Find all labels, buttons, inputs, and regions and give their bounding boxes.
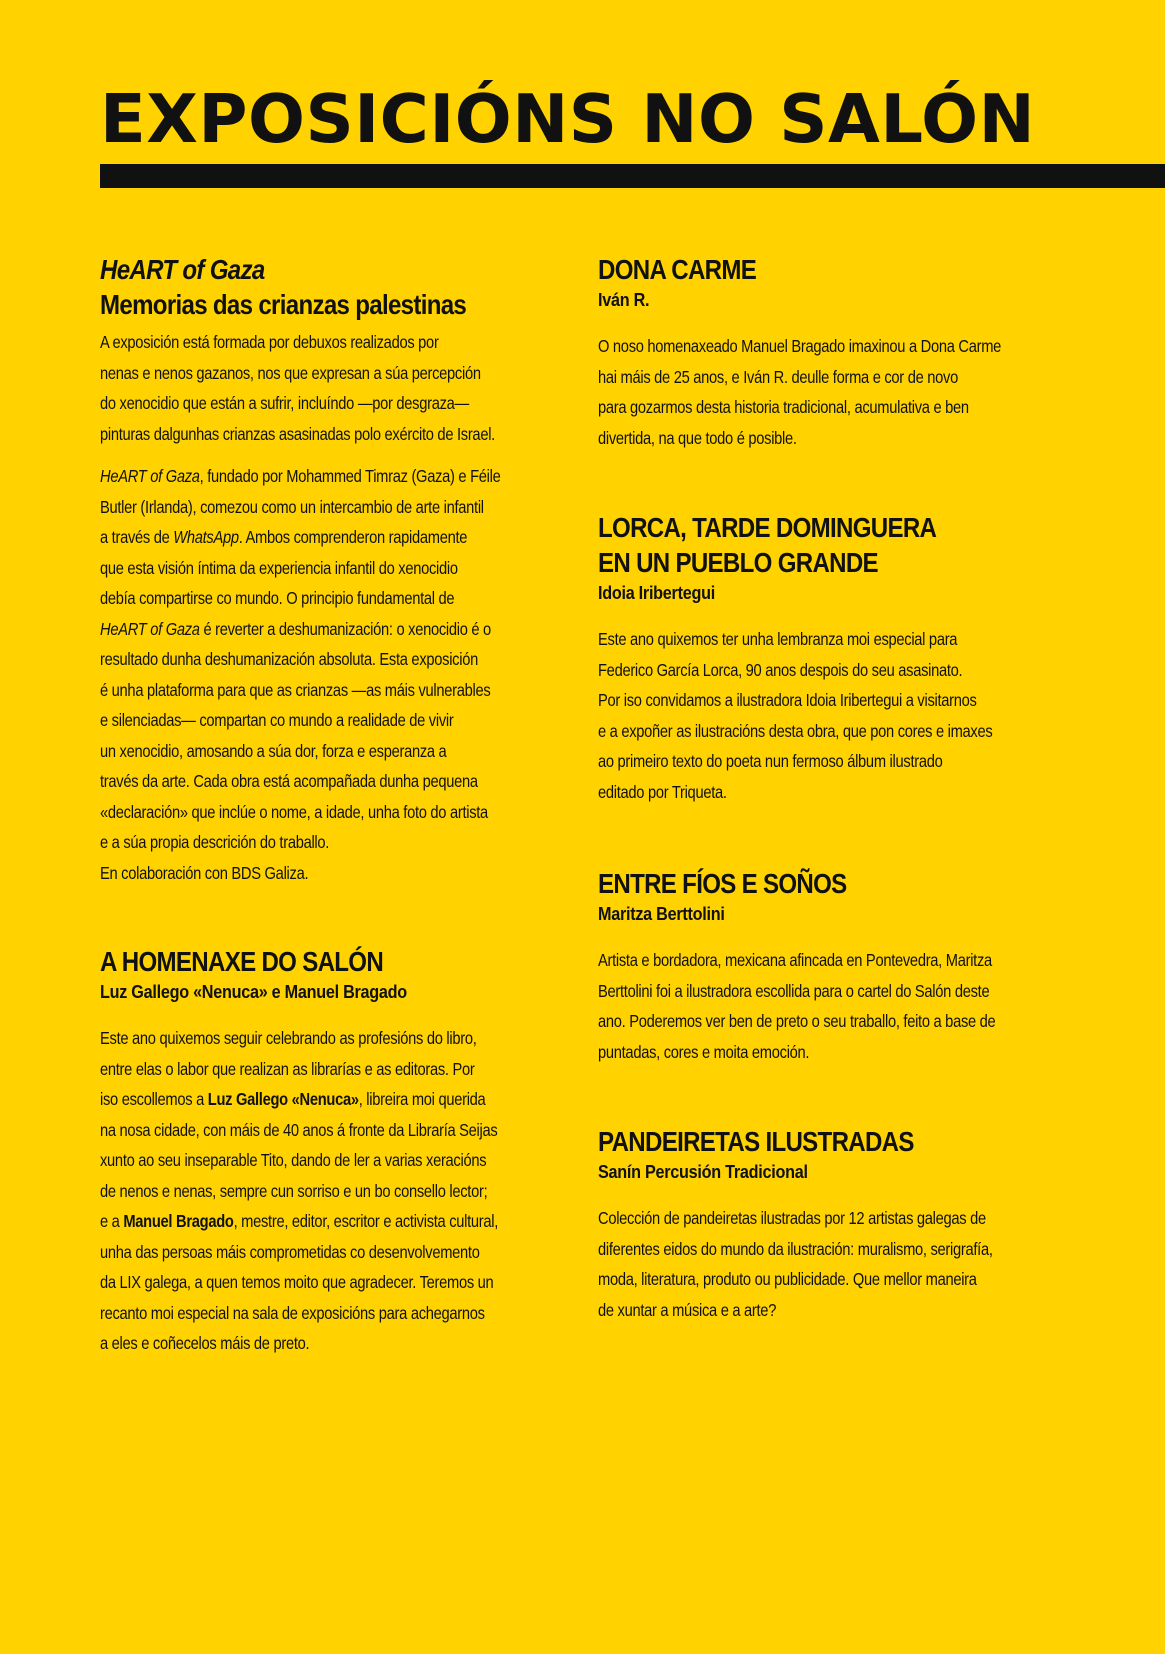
bold-name: Luz Gallego «Nenuca» — [207, 1089, 359, 1109]
section-body — [598, 1203, 1068, 1325]
text-line: nenas e nenos gazanos, nos que expresan a súa percepción — [100, 362, 481, 383]
text-line: Colección de pandeiretas ilustradas por 12 artistas galegas de — [598, 1208, 986, 1228]
text-line: En colaboración con BDS Galiza. — [100, 862, 309, 883]
section-title-text: HeART of Gaza — [100, 254, 265, 285]
text-run: , fundado por Mohammed Timraz (Gaza) e Féile — [199, 466, 501, 486]
title-rule — [100, 164, 1165, 188]
text-line: e a expoñer as ilustracións desta obra, que pon cores e imaxes — [598, 720, 993, 741]
text-line: de nenos e nenas, sempre cun sorriso e un bo consello lector; — [100, 1180, 488, 1201]
section-author: Idoia Iribertegui — [598, 583, 715, 603]
paragraph — [598, 624, 1068, 807]
text-line: Federico García Lorca, 90 anos despois do seu asasinato. — [598, 659, 963, 680]
section-title: ENTRE FÍOS E SOÑOS — [598, 868, 847, 899]
text-line: que esta visión íntima da experiencia infantil do xenocidio — [100, 557, 458, 578]
section-subtitle: Memorias das crianzas palestinas — [100, 289, 467, 320]
paragraph — [100, 461, 570, 888]
section-title: DONA CARME — [598, 254, 757, 285]
section-pandeiretas — [598, 1124, 1158, 1337]
section-author: Maritza Berttolini — [598, 904, 725, 924]
section-entre-fios — [598, 866, 1158, 1079]
text-line: Por iso convidamos a ilustradora Idoia Iribertegui a visitarnos — [598, 690, 977, 710]
text-line: na nosa cidade, con máis de 40 anos á fronte da Libraría Seijas — [100, 1119, 498, 1140]
text-line: do xenocidio que están a sufrir, incluíndo —por desgraza— — [100, 393, 469, 413]
text-line: é unha plataforma para que as crianzas —as máis vulnerables — [100, 679, 491, 700]
text-line: recanto moi especial na sala de exposicións para achegarnos — [100, 1302, 485, 1323]
section-title: A HOMENAXE DO SALÓN — [100, 946, 384, 977]
text-line: hai máis de 25 anos, e Iván R. deulle forma e cor de novo — [598, 366, 958, 387]
text-run: é reverter a deshumanización: o xenocidio é o — [199, 618, 491, 639]
text-line: puntadas, cores e moita emoción. — [598, 1041, 810, 1062]
italic-title: HeART of Gaza — [100, 618, 200, 639]
section-body — [598, 624, 1068, 807]
paragraph — [598, 945, 1068, 1067]
text-line: diferentes eidos do mundo da ilustración: muralismo, serigrafía, — [598, 1238, 993, 1259]
text-line: ano. Poderemos ver ben de preto o seu traballo, feito a base de — [598, 1011, 996, 1031]
text-run: , mestre, editor, escritor e activista cultural, — [233, 1211, 499, 1231]
paragraph — [598, 1203, 1068, 1325]
section-title: PANDEIRETAS ILUSTRADAS — [598, 1126, 914, 1157]
text-run: iso escollemos a — [100, 1089, 208, 1109]
section-body — [100, 327, 570, 888]
section-title — [100, 252, 504, 287]
text-run: e a — [100, 1211, 124, 1231]
section-homenaxe — [100, 944, 660, 1371]
bold-name: Manuel Bragado — [123, 1211, 234, 1231]
text-line: para gozarmos desta historia tradicional, acumulativa e ben — [598, 397, 969, 417]
section-body — [100, 1023, 570, 1359]
paragraph — [100, 327, 570, 449]
left-column — [100, 252, 570, 1353]
text-line — [100, 614, 570, 645]
text-line: xunto ao seu inseparable Tito, dando de ler a varias xeracións — [100, 1150, 487, 1170]
text-line — [100, 522, 570, 553]
italic-whatsapp: WhatsApp — [173, 527, 239, 547]
text-line: entre elas o labor que realizan as librarías e as editoras. Por — [100, 1058, 475, 1079]
text-line: resultado dunha deshumanización absoluta. Esta exposición — [100, 649, 478, 669]
text-line: debía compartirse co mundo. O principio fundamental de — [100, 588, 455, 608]
paragraph — [100, 1023, 570, 1359]
text-line: un xenocidio, amosando a súa dor, forza e esperanza a — [100, 740, 447, 761]
text-line: divertida, na que todo é posible. — [598, 427, 797, 448]
section-lorca — [598, 510, 1158, 819]
text-line: Este ano quixemos seguir celebrando as profesións do libro, — [100, 1028, 477, 1048]
text-line: Artista e bordadora, mexicana afincada en Pontevedra, Maritza — [598, 950, 992, 970]
section-body — [598, 331, 1068, 453]
paragraph — [598, 331, 1068, 453]
text-line: e a súa propia descrición do traballo. — [100, 832, 330, 852]
text-line: pinturas dalgunhas crianzas asasinadas polo exército de Israel. — [100, 423, 495, 444]
text-line — [100, 1084, 570, 1115]
text-line: A exposición está formada por debuxos realizados por — [100, 332, 439, 352]
text-line: unha das persoas máis comprometidas co desenvolvemento — [100, 1241, 480, 1262]
text-line: O noso homenaxeado Manuel Bragado imaxinou a Dona Carme — [598, 336, 1002, 356]
section-heart-of-gaza — [100, 252, 570, 888]
text-line: Este ano quixemos ter unha lembranza moi especial para — [598, 629, 958, 649]
section-title-line: EN UN PUEBLO GRANDE — [598, 547, 878, 578]
text-run: . Ambos comprenderon rapidamente — [238, 527, 468, 547]
page-title: EXPOSICIÓNS NO SALÓN — [100, 80, 1036, 158]
section-author: Iván R. — [598, 290, 650, 310]
text-run: , libreira moi querida — [358, 1089, 486, 1109]
italic-title: HeART of Gaza — [100, 466, 200, 486]
text-line: moda, literatura, produto ou publicidade. Que mellor maneira — [598, 1269, 977, 1289]
section-title — [598, 510, 1080, 580]
text-line: da LIX galega, a quen temos moito que agradecer. Teremos un — [100, 1272, 494, 1292]
text-line: e silenciadas— compartan co mundo a realidade de vivir — [100, 710, 454, 730]
text-line: Berttolini foi a ilustradora escollida para o cartel do Salón deste — [598, 980, 990, 1001]
section-title-line: LORCA, TARDE DOMINGUERA — [598, 512, 937, 543]
text-line: «declaración» que inclúe o nome, a idade, unha foto do artista — [100, 801, 488, 822]
section-author: Luz Gallego «Nenuca» e Manuel Bragado — [100, 982, 407, 1002]
text-line: Butler (Irlanda), comezou como un intercambio de arte infantil — [100, 496, 484, 517]
section-author: Sanín Percusión Tradicional — [598, 1162, 808, 1182]
text-line: ao primeiro texto do poeta nun fermoso álbum ilustrado — [598, 751, 943, 771]
text-line: a eles e coñecelos máis de preto. — [100, 1333, 310, 1353]
text-line: de xuntar a música e a arte? — [598, 1299, 777, 1320]
section-dona-carme — [598, 252, 1158, 465]
text-line — [100, 461, 570, 492]
text-line: través da arte. Cada obra está acompañada dunha pequena — [100, 771, 478, 791]
section-body — [598, 945, 1068, 1067]
text-run: a través de — [100, 527, 174, 547]
text-line — [100, 1206, 570, 1237]
text-line: editado por Triqueta. — [598, 781, 727, 802]
